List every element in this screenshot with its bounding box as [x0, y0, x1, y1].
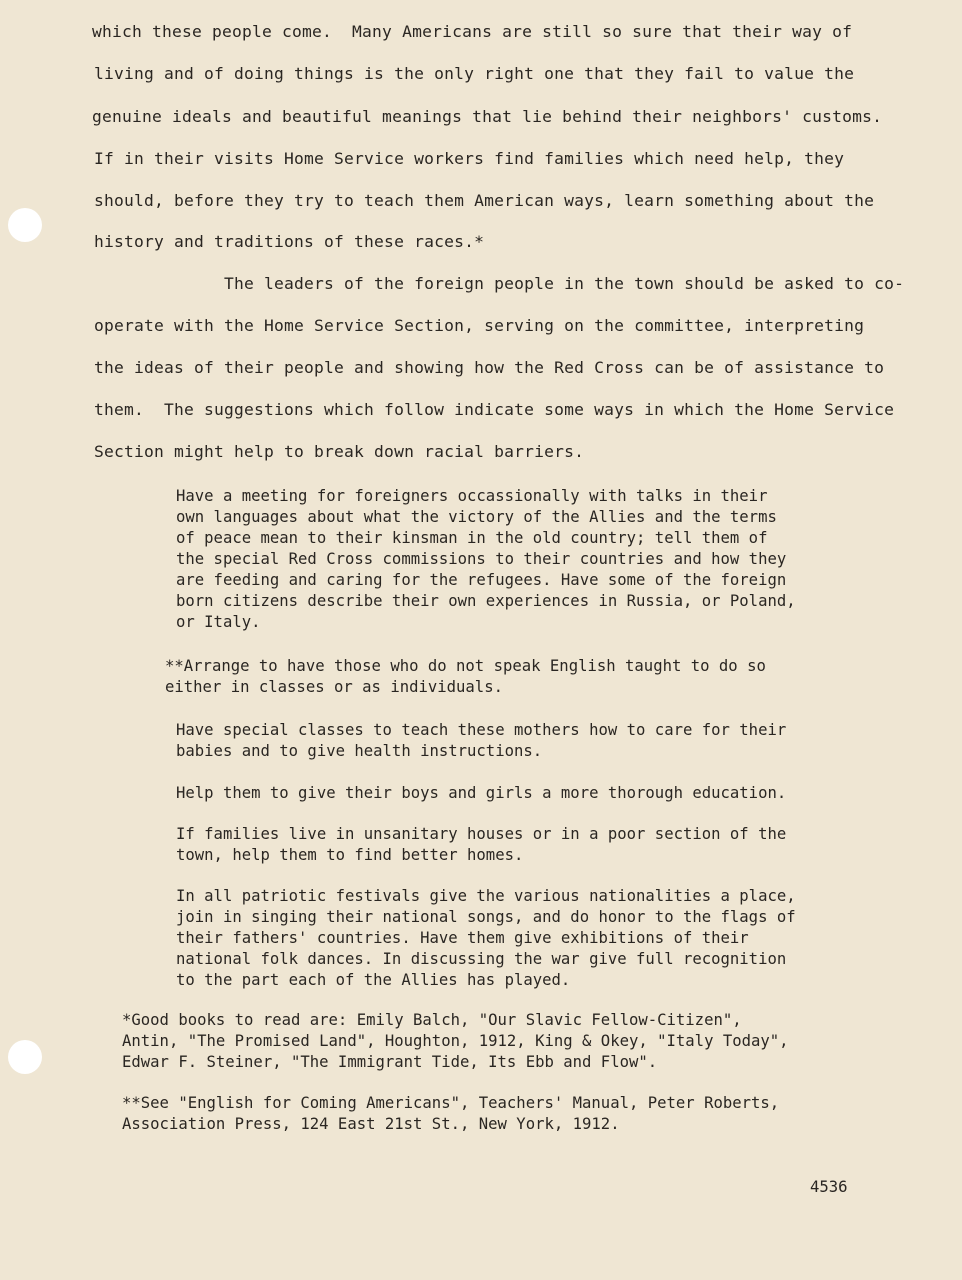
body-line: should, before they try to teach them American ways, learn something about the — [94, 191, 875, 210]
body-line: If in their visits Home Service workers find families which need help, they — [94, 149, 845, 168]
body-line: which these people come. Many Americans are still so sure that their way of — [92, 22, 853, 41]
footnote: **See "English for Coming Americans", Teachers' Manual, Peter Roberts, Association Press, 124 East 21st St., New York, 1912. — [122, 1094, 780, 1133]
body-line: the ideas of their people and showing how the Red Cross can be of assistance to — [94, 358, 885, 377]
suggestion-paragraph: In all patriotic festivals give the various nationalities a place, join in singing their national songs, and do honor to the flags of their fathers' countries. Have them give exhibitions of their national folk dances. In discussing the war give full recognition to the part each of the Allies has played. — [176, 887, 796, 989]
suggestion-paragraph: Have special classes to teach these mothers how to care for their babies and to give health instructions. — [176, 721, 787, 760]
body-line: The leaders of the foreign people in the town should be asked to co- — [94, 274, 905, 293]
suggestion-paragraph: Have a meeting for foreigners occassionally with talks in their own languages about what the victory of the Allies and the terms of peace mean to their kinsman in the old country; tell them of the special Red Cross commissions to their countries and how they are feeding and caring for the refugees. Have some of the foreign born citizens describe their own experiences in Russia, or Poland, or Italy. — [176, 487, 796, 631]
body-line: genuine ideals and beautiful meanings that lie behind their neighbors' customs. — [92, 107, 883, 126]
page-number: 4536 — [810, 1178, 848, 1196]
footnote: *Good books to read are: Emily Balch, "Our Slavic Fellow-Citizen", Antin, "The Promised Land", Houghton, 1912, King & Okey, "Italy Today", Edwar F. Steiner, "The Immigrant Tide, Its Ebb and Flow". — [122, 1011, 789, 1071]
suggestion-paragraph: If families live in unsanitary houses or in a poor section of the town, help them to find better homes. — [176, 825, 787, 864]
suggestion-paragraph: **Arrange to have those who do not speak English taught to do so either in classes or as individuals. — [165, 657, 766, 696]
punch-hole — [8, 208, 42, 242]
body-line: Section might help to break down racial barriers. — [94, 442, 585, 461]
body-line: them. The suggestions which follow indicate some ways in which the Home Service — [94, 400, 895, 419]
body-line: living and of doing things is the only right one that they fail to value the — [94, 64, 855, 83]
body-line: operate with the Home Service Section, serving on the committee, interpreting — [94, 316, 865, 335]
punch-hole — [8, 1040, 42, 1074]
suggestion-paragraph: Help them to give their boys and girls a more thorough education. — [176, 784, 787, 802]
body-line: history and traditions of these races.* — [94, 232, 485, 251]
